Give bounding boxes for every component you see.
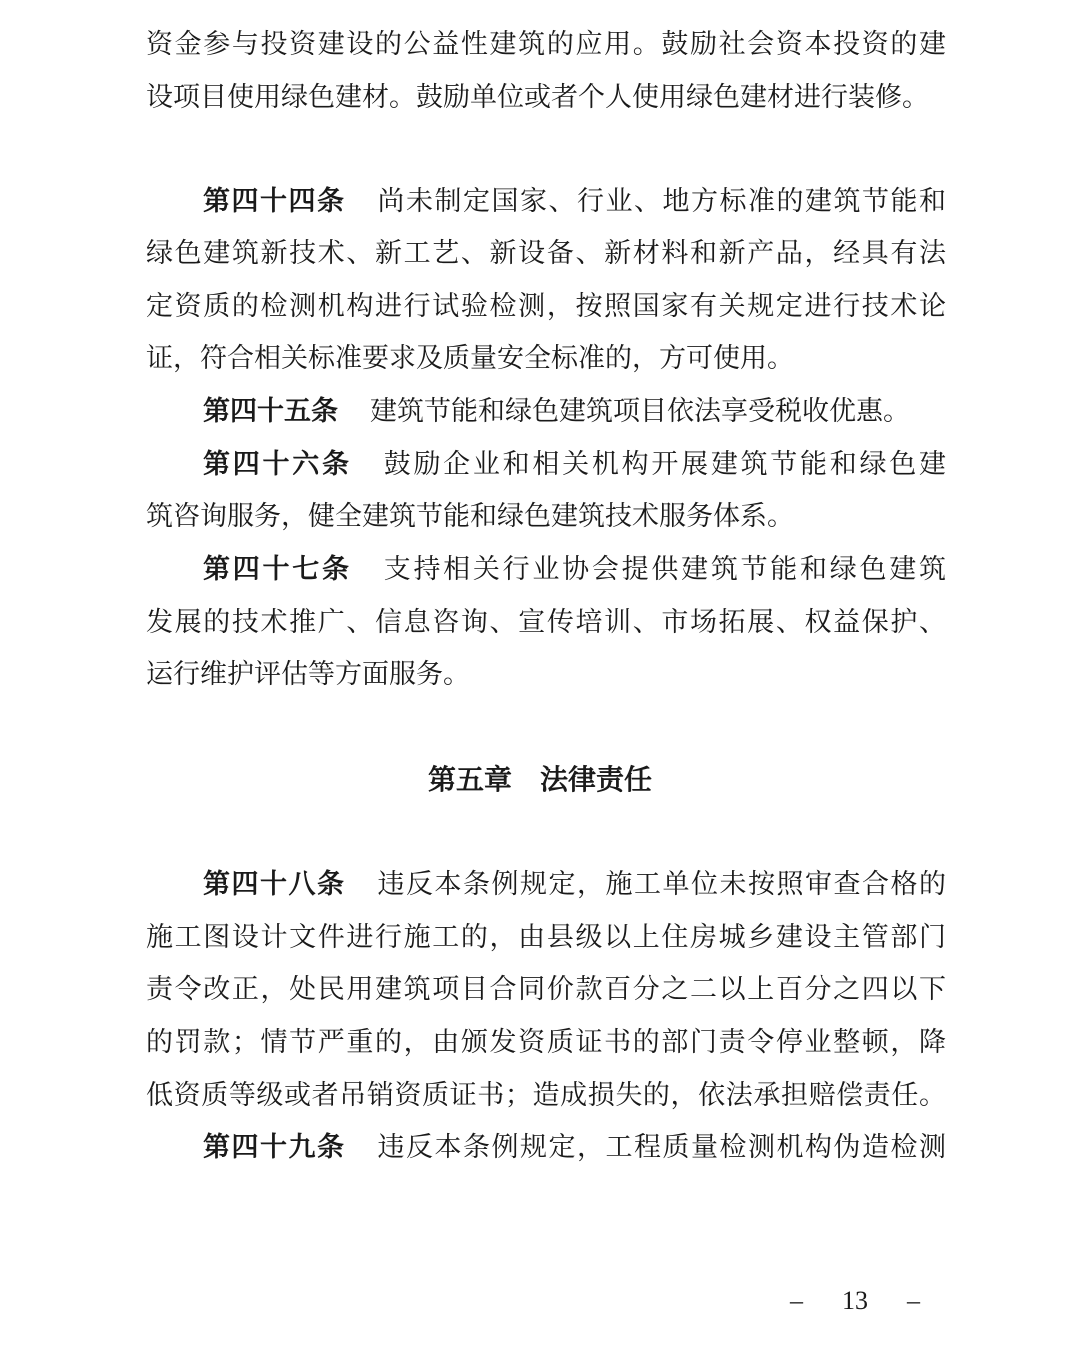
article-line: 绿色建筑新技术、新工艺、新设备、新材料和新产品，经具有法 [146,238,946,269]
article-label: 第四十八条 [203,869,346,900]
article-line: 定资质的检测机构进行试验检测，按照国家有关规定进行技术论 [146,291,946,322]
article-line: 的罚款；情节严重的，由颁发资质证书的部门责令停业整顿，降 [146,1027,946,1058]
dash-left: – [790,1286,803,1315]
dash-right: – [907,1286,920,1315]
article-44-first-line [203,182,946,222]
chapter-number: 第五章 [427,763,512,796]
chapter-title: 法律责任 [540,763,653,796]
article-45-first-line [203,392,946,432]
article-label: 第四十六条 [203,449,352,480]
article-line: 筑咨询服务，健全建筑节能和绿色建筑技术服务体系。 [146,501,794,532]
article-text: 违反本条例规定，工程质量检测机构伪造检测 [377,1132,946,1163]
page-number-footer [790,1285,920,1317]
article-line: 发展的技术推广、信息咨询、宣传培训、市场拓展、权益保护、 [146,607,946,638]
article-line: 施工图设计文件进行施工的，由县级以上住房城乡建设主管部门 [146,922,946,953]
article-line: 证，符合相关标准要求及质量安全标准的，方可使用。 [146,343,794,374]
article-line: 运行维护评估等方面服务。 [146,659,470,690]
article-text: 鼓励企业和相关机构开展建筑节能和绿色建 [383,449,947,480]
article-text: 尚未制定国家、行业、地方标准的建筑节能和 [377,186,946,217]
article-label: 第四十五条 [203,396,338,427]
article-label: 第四十九条 [203,1132,346,1163]
article-line: 低资质等级或者吊销资质证书；造成损失的，依法承担赔偿责任。 [146,1080,946,1111]
paragraph-line: 设项目使用绿色建材。鼓励单位或者个人使用绿色建材进行装修。 [146,82,929,113]
page-number: 13 [842,1286,868,1315]
article-49-first-line [203,1128,946,1168]
article-text: 建筑节能和绿色建筑项目依法享受税收优惠。 [370,396,910,427]
article-46-first-line [203,445,946,485]
article-text: 支持相关行业协会提供建筑节能和绿色建筑 [383,554,947,585]
article-label: 第四十四条 [203,186,346,217]
chapter-heading [0,760,1080,800]
article-48-first-line [203,865,946,905]
article-text: 违反本条例规定，施工单位未按照审查合格的 [377,869,946,900]
article-47-first-line [203,550,946,590]
article-label: 第四十七条 [203,554,352,585]
article-line: 责令改正，处民用建筑项目合同价款百分之二以上百分之四以下 [146,974,946,1005]
paragraph-line: 资金参与投资建设的公益性建筑的应用。鼓励社会资本投资的建 [146,29,946,60]
